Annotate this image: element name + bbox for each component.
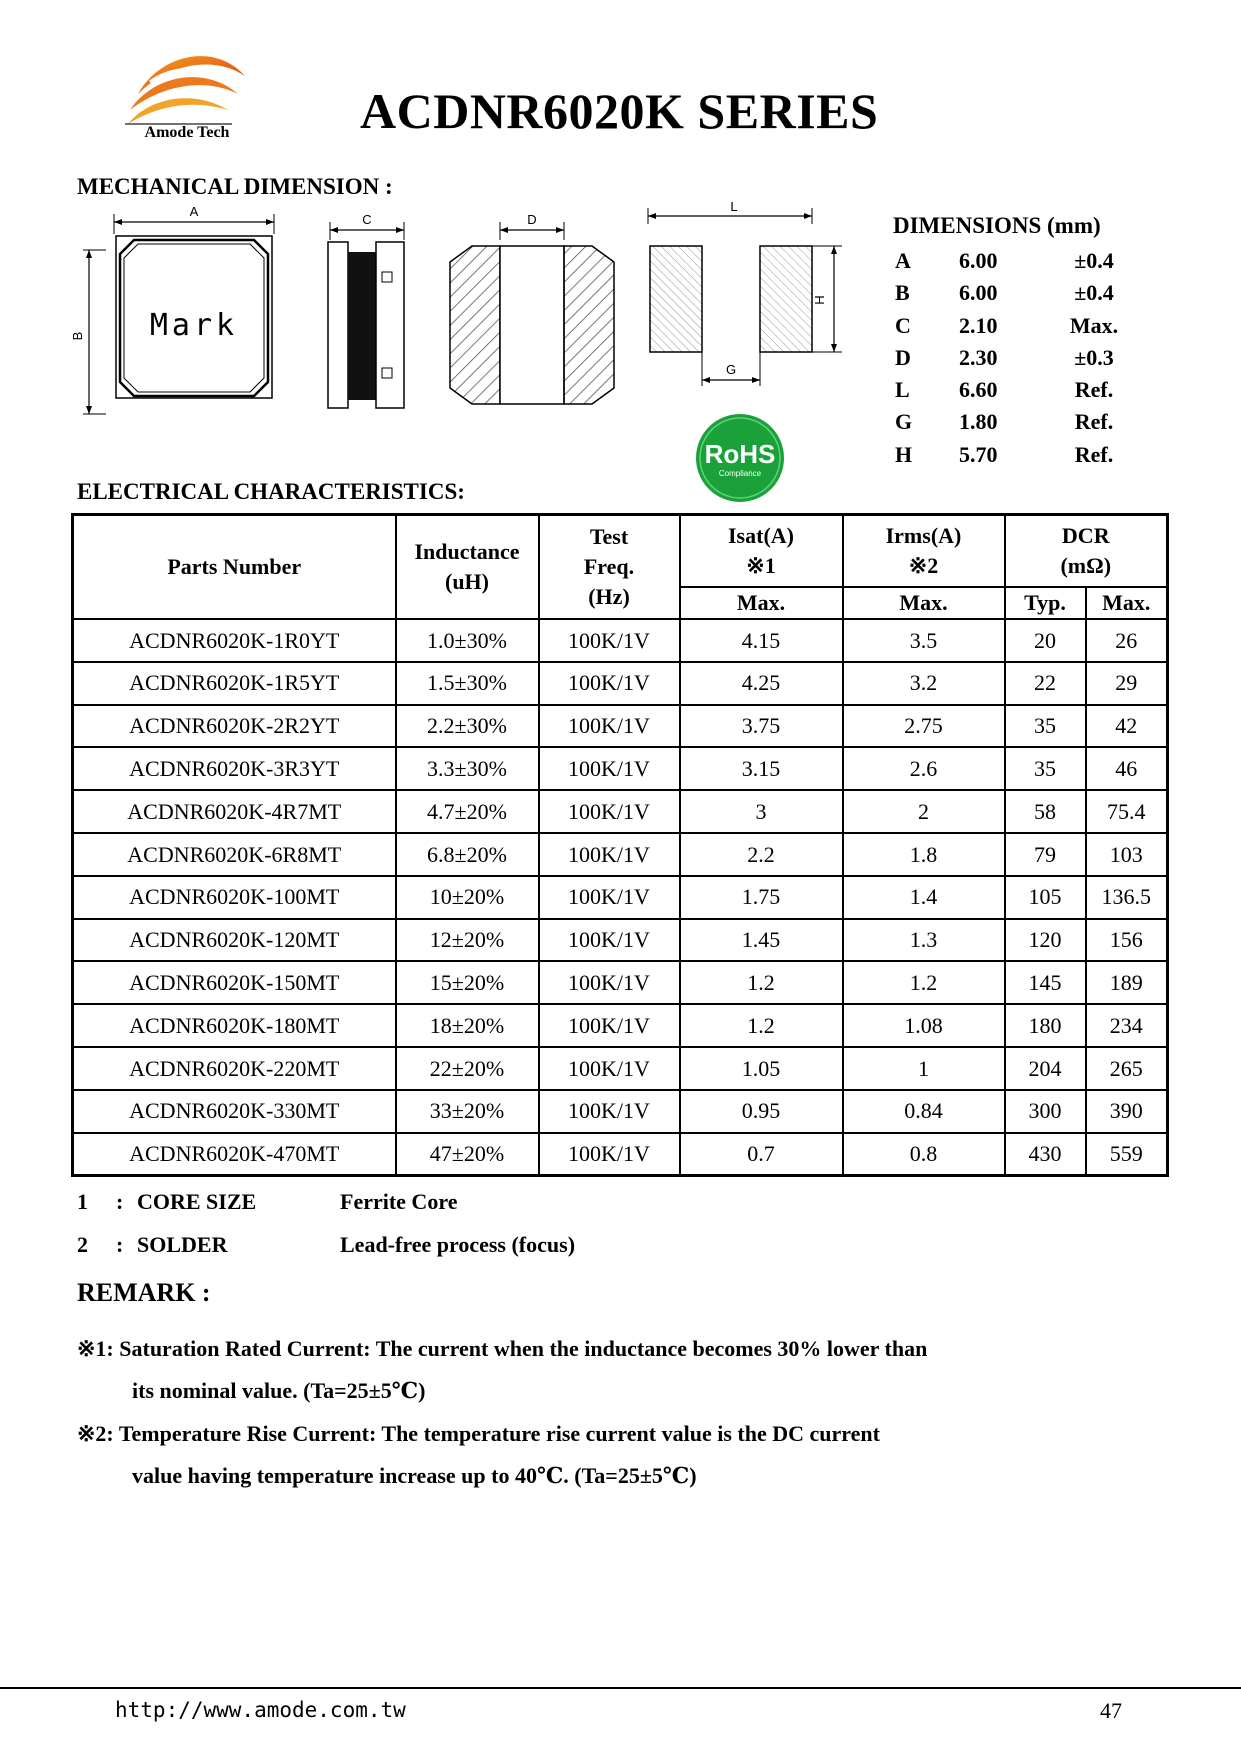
- test-freq-cell: 100K/1V: [539, 662, 680, 705]
- isat-max-cell: 4.25: [680, 662, 843, 705]
- header-dcr: DCR (mΩ): [1005, 515, 1168, 588]
- footer-divider: [0, 1687, 1241, 1689]
- dcr-typ-cell: 180: [1005, 1004, 1086, 1047]
- isat-max-cell: 2.2: [680, 833, 843, 876]
- dimension-value: 5.70: [959, 441, 998, 467]
- table-row: [73, 833, 1168, 876]
- table-row: [73, 876, 1168, 919]
- footprint-drawing: [648, 199, 842, 386]
- isat-max-cell: 1.05: [680, 1047, 843, 1090]
- dcr-max-cell: 42: [1086, 705, 1168, 748]
- inductance-cell: 6.8±20%: [396, 833, 539, 876]
- table-row: [73, 790, 1168, 833]
- test-freq-cell: 100K/1V: [539, 876, 680, 919]
- dcr-typ-cell: 20: [1005, 619, 1086, 662]
- irms-max-cell: 3.2: [843, 662, 1005, 705]
- dcr-typ-cell: 105: [1005, 876, 1086, 919]
- table-row: [73, 919, 1168, 962]
- test-freq-cell: 100K/1V: [539, 1047, 680, 1090]
- test-freq-cell: 100K/1V: [539, 833, 680, 876]
- rohs-compliance-badge: [694, 412, 786, 504]
- part-number-cell: ACDNR6020K-6R8MT: [73, 833, 396, 876]
- dim-label-a: A: [189, 204, 199, 219]
- dcr-max-cell: 189: [1086, 961, 1168, 1004]
- irms-max-cell: 1.8: [843, 833, 1005, 876]
- part-number-cell: ACDNR6020K-220MT: [73, 1047, 396, 1090]
- isat-max-cell: 0.95: [680, 1090, 843, 1133]
- test-freq-cell: 100K/1V: [539, 747, 680, 790]
- side-view-d-drawing: [450, 212, 614, 404]
- dimension-value: 2.10: [959, 312, 998, 338]
- dim-label-l: L: [730, 199, 738, 214]
- test-freq-cell: 100K/1V: [539, 1004, 680, 1047]
- remark-line-4: value having temperature increase up to 40℃. (Ta=25±5℃): [132, 1463, 697, 1488]
- dimension-value: 6.00: [959, 248, 998, 273]
- document-title: ACDNR6020K SERIES: [360, 83, 879, 139]
- dimension-value: 1.80: [959, 409, 998, 435]
- table-row: [73, 747, 1168, 790]
- remark-line-1: ※1: Saturation Rated Current: The current when the inductance becomes 30% lower than: [77, 1336, 928, 1361]
- footer-url-link[interactable]: http://www.amode.com.tw: [115, 1698, 406, 1722]
- dcr-typ-cell: 430: [1005, 1133, 1086, 1176]
- inductance-cell: 47±20%: [396, 1133, 539, 1176]
- header-dcr-max: Max.: [1086, 587, 1168, 619]
- dim-label-g: G: [725, 362, 737, 377]
- part-number-cell: ACDNR6020K-4R7MT: [73, 790, 396, 833]
- dcr-max-cell: 75.4: [1086, 790, 1168, 833]
- part-number-cell: ACDNR6020K-2R2YT: [73, 705, 396, 748]
- table-row: [73, 1004, 1168, 1047]
- rohs-text: RoHS: [704, 439, 776, 469]
- dcr-max-cell: 46: [1086, 747, 1168, 790]
- part-number-cell: ACDNR6020K-330MT: [73, 1090, 396, 1133]
- dimension-value: 6.00: [959, 280, 998, 306]
- inductance-cell: 12±20%: [396, 919, 539, 962]
- dimension-label: H: [895, 441, 913, 467]
- irms-max-cell: 2.75: [843, 705, 1005, 748]
- dimension-row: [893, 345, 1133, 377]
- dimensions-title: DIMENSIONS (mm): [893, 213, 1101, 238]
- header-parts-number: Parts Number: [73, 515, 396, 620]
- dimension-label: G: [895, 409, 913, 435]
- dimension-tolerance: ±0.4: [1074, 248, 1114, 273]
- test-freq-cell: 100K/1V: [539, 619, 680, 662]
- header-irms-max: Max.: [843, 587, 1005, 619]
- dimension-tolerance: Ref.: [1074, 441, 1114, 467]
- test-freq-cell: 100K/1V: [539, 919, 680, 962]
- dcr-max-cell: 559: [1086, 1133, 1168, 1176]
- dcr-max-cell: 103: [1086, 833, 1168, 876]
- dim-label-h: H: [812, 295, 827, 305]
- part-number-cell: ACDNR6020K-3R3YT: [73, 747, 396, 790]
- isat-max-cell: 4.15: [680, 619, 843, 662]
- irms-max-cell: 3.5: [843, 619, 1005, 662]
- irms-max-cell: 1: [843, 1047, 1005, 1090]
- irms-max-cell: 1.2: [843, 961, 1005, 1004]
- dimension-label: A: [895, 248, 911, 273]
- dim-label-c: C: [362, 212, 372, 227]
- isat-max-cell: 1.2: [680, 961, 843, 1004]
- table-row: [73, 662, 1168, 705]
- mechanical-dimension-heading: MECHANICAL DIMENSION :: [77, 174, 393, 199]
- isat-max-cell: 1.45: [680, 919, 843, 962]
- remark-line-3: ※2: Temperature Rise Current: The temperature rise current value is the DC current: [77, 1421, 880, 1446]
- electrical-characteristics-heading: ELECTRICAL CHARACTERISTICS:: [77, 479, 465, 504]
- mark-label: Mark: [149, 308, 239, 343]
- header-irms: Irms(A) ※2: [843, 515, 1005, 588]
- dimension-row: [893, 313, 1133, 345]
- dim-label-b: B: [70, 331, 85, 341]
- irms-max-cell: 0.84: [843, 1090, 1005, 1133]
- irms-max-cell: 1.08: [843, 1004, 1005, 1047]
- dimension-tolerance: Max.: [1069, 312, 1119, 338]
- dcr-max-cell: 265: [1086, 1047, 1168, 1090]
- dimension-row: [893, 442, 1133, 474]
- inductance-cell: 15±20%: [396, 961, 539, 1004]
- table-row: [73, 961, 1168, 1004]
- inductance-cell: 33±20%: [396, 1090, 539, 1133]
- table-row: [73, 619, 1168, 662]
- dimension-value: 6.60: [959, 377, 998, 403]
- isat-max-cell: 0.7: [680, 1133, 843, 1176]
- dcr-max-cell: 156: [1086, 919, 1168, 962]
- irms-max-cell: 1.4: [843, 876, 1005, 919]
- dimension-row: [893, 280, 1133, 312]
- side-view-c-drawing: [328, 212, 404, 408]
- test-freq-cell: 100K/1V: [539, 705, 680, 748]
- inductance-cell: 10±20%: [396, 876, 539, 919]
- isat-max-cell: 1.2: [680, 1004, 843, 1047]
- dimension-row: [893, 377, 1133, 409]
- table-row: [73, 705, 1168, 748]
- dimension-tolerance: Ref.: [1074, 409, 1114, 435]
- isat-max-cell: 1.75: [680, 876, 843, 919]
- table-row: [73, 1133, 1168, 1176]
- dimension-label: D: [895, 344, 911, 370]
- irms-max-cell: 1.3: [843, 919, 1005, 962]
- dcr-max-cell: 136.5: [1086, 876, 1168, 919]
- dcr-typ-cell: 35: [1005, 747, 1086, 790]
- part-number-cell: ACDNR6020K-100MT: [73, 876, 396, 919]
- dcr-typ-cell: 300: [1005, 1090, 1086, 1133]
- dcr-typ-cell: 145: [1005, 961, 1086, 1004]
- part-number-cell: ACDNR6020K-470MT: [73, 1133, 396, 1176]
- dimension-row: [893, 248, 1133, 280]
- header-inductance: Inductance (uH): [396, 515, 539, 620]
- logo-text: Amode Tech: [144, 124, 230, 141]
- dimension-tolerance: ±0.4: [1074, 280, 1114, 306]
- dcr-typ-cell: 79: [1005, 833, 1086, 876]
- part-number-cell: ACDNR6020K-1R0YT: [73, 619, 396, 662]
- irms-max-cell: 0.8: [843, 1133, 1005, 1176]
- test-freq-cell: 100K/1V: [539, 1133, 680, 1176]
- dimension-label: B: [895, 280, 910, 306]
- dimension-label: L: [895, 377, 910, 403]
- irms-max-cell: 2: [843, 790, 1005, 833]
- inductance-cell: 22±20%: [396, 1047, 539, 1090]
- mechanical-drawings: [70, 199, 880, 430]
- dcr-max-cell: 29: [1086, 662, 1168, 705]
- inductance-cell: 4.7±20%: [396, 790, 539, 833]
- test-freq-cell: 100K/1V: [539, 1090, 680, 1133]
- dimension-label: C: [895, 312, 911, 338]
- inductance-cell: 2.2±30%: [396, 705, 539, 748]
- remark-heading: REMARK :: [77, 1278, 211, 1307]
- part-number-cell: ACDNR6020K-120MT: [73, 919, 396, 962]
- dcr-max-cell: 234: [1086, 1004, 1168, 1047]
- header-isat-max: Max.: [680, 587, 843, 619]
- table-body: [73, 619, 1168, 1176]
- isat-max-cell: 3.15: [680, 747, 843, 790]
- inductance-cell: 18±20%: [396, 1004, 539, 1047]
- top-view-drawing: [70, 204, 274, 414]
- header-isat: Isat(A) ※1: [680, 515, 843, 588]
- dimension-tolerance: ±0.3: [1074, 344, 1114, 370]
- dim-label-d: D: [527, 212, 537, 227]
- table-row: [73, 1090, 1168, 1133]
- dimension-tolerance: Ref.: [1074, 377, 1114, 403]
- dcr-typ-cell: 22: [1005, 662, 1086, 705]
- isat-max-cell: 3: [680, 790, 843, 833]
- dimension-row: [893, 409, 1133, 441]
- test-freq-cell: 100K/1V: [539, 790, 680, 833]
- dcr-max-cell: 26: [1086, 619, 1168, 662]
- electrical-characteristics-table: [71, 513, 1169, 1177]
- irms-max-cell: 2.6: [843, 747, 1005, 790]
- dcr-max-cell: 390: [1086, 1090, 1168, 1133]
- test-freq-cell: 100K/1V: [539, 961, 680, 1004]
- page-number: 47: [1100, 1698, 1122, 1723]
- dcr-typ-cell: 35: [1005, 705, 1086, 748]
- rohs-subtext: Compliance: [718, 469, 762, 478]
- inductance-cell: 1.0±30%: [396, 619, 539, 662]
- part-number-cell: ACDNR6020K-1R5YT: [73, 662, 396, 705]
- remark-line-2: its nominal value. (Ta=25±5℃): [132, 1378, 426, 1403]
- header-dcr-typ: Typ.: [1005, 587, 1086, 619]
- dcr-typ-cell: 204: [1005, 1047, 1086, 1090]
- dimension-value: 2.30: [959, 344, 998, 370]
- part-number-cell: ACDNR6020K-150MT: [73, 961, 396, 1004]
- inductance-cell: 3.3±30%: [396, 747, 539, 790]
- inductance-cell: 1.5±30%: [396, 662, 539, 705]
- isat-max-cell: 3.75: [680, 705, 843, 748]
- table-row: [73, 1047, 1168, 1090]
- dimensions-list: [893, 248, 1133, 474]
- dcr-typ-cell: 58: [1005, 790, 1086, 833]
- dcr-typ-cell: 120: [1005, 919, 1086, 962]
- header-test-freq: Test Freq. (Hz): [539, 515, 680, 620]
- part-number-cell: ACDNR6020K-180MT: [73, 1004, 396, 1047]
